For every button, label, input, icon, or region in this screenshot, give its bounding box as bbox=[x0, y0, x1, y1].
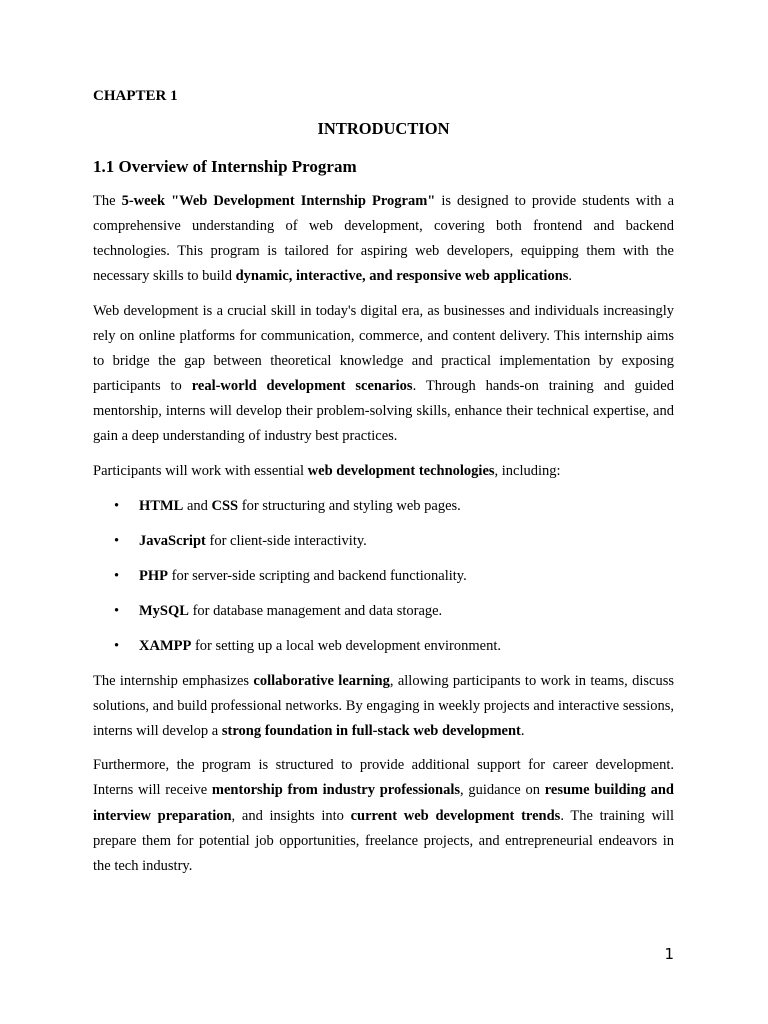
bold-text: JavaScript bbox=[139, 532, 206, 549]
text-run: , guidance on bbox=[460, 782, 545, 799]
bold-text: resume building and interview preparation bbox=[93, 782, 675, 824]
bold-text: real-world development scenarios bbox=[191, 378, 413, 395]
text-run: . Through hands-on training and guided mentorship, interns will develop their problem-solving skills, enhance their technical expertise, and gain a deep understanding of industry best practices. bbox=[93, 378, 674, 445]
bullet-icon: • bbox=[114, 602, 120, 619]
text-run: and bbox=[183, 497, 212, 514]
document-page bbox=[93, 86, 674, 888]
bold-text: CSS bbox=[211, 497, 239, 514]
section-heading: 1.1 Overview of Internship Program bbox=[93, 157, 357, 176]
paragraph-intro bbox=[93, 189, 674, 289]
text-run: The bbox=[93, 193, 122, 209]
bold-text: XAMPP bbox=[139, 637, 192, 654]
bullet-icon: • bbox=[114, 497, 120, 514]
text-run: for setting up a local web development environment. bbox=[191, 637, 501, 654]
page-title: INTRODUCTION bbox=[317, 119, 450, 138]
text-run: . bbox=[520, 722, 525, 739]
text-run: Web development is a crucial skill in today's digital era, as businesses and individuals increasingly rely on online platforms for communication, commerce, and content delivery. This internship aims to bridge the gap between theoretical knowledge and practical implementation by exposing participants to bbox=[93, 302, 674, 395]
list-item bbox=[93, 494, 674, 519]
paragraph-importance bbox=[93, 299, 674, 450]
bold-text: collaborative learning bbox=[253, 672, 390, 689]
list-item bbox=[93, 564, 674, 589]
text-run: for database management and data storage. bbox=[188, 602, 443, 619]
bold-text: MySQL bbox=[139, 602, 189, 619]
bold-text: strong foundation in full-stack web development bbox=[221, 722, 521, 739]
bold-text: 5-week "Web Development Internship Program" bbox=[121, 193, 436, 209]
text-run: Participants will work with essential bbox=[93, 462, 308, 479]
bold-text: PHP bbox=[139, 567, 168, 584]
list-item bbox=[93, 599, 674, 624]
text-run: , and insights into bbox=[231, 807, 351, 824]
text-run: for structuring and styling web pages. bbox=[238, 497, 461, 514]
text-run: . bbox=[568, 268, 573, 285]
text-run: Furthermore, the program is structured to provide additional support for career development. Interns will receive bbox=[93, 757, 674, 799]
chapter-label: CHAPTER 1 bbox=[93, 88, 178, 104]
text-run: The internship emphasizes bbox=[93, 672, 254, 689]
page-number: 1 bbox=[664, 945, 674, 963]
text-run: , including: bbox=[494, 462, 561, 479]
paragraph-collaboration bbox=[93, 669, 674, 744]
text-run: , allowing participants to work in teams, discuss solutions, and build professional networks. By engaging in weekly projects and interactive sessions, interns will develop a bbox=[93, 672, 675, 739]
bold-text: dynamic, interactive, and responsive web applications bbox=[235, 268, 569, 285]
text-run: . The training will prepare them for potential job opportunities, freelance projects, and entrepreneurial endeavors in the tech industry. bbox=[93, 807, 674, 874]
bold-text: current web development trends bbox=[350, 807, 561, 824]
bullet-icon: • bbox=[114, 637, 120, 654]
bold-text: web development technologies bbox=[307, 462, 495, 479]
paragraph-technologies bbox=[93, 459, 674, 484]
bullet-icon: • bbox=[114, 532, 120, 549]
paragraph-career bbox=[93, 753, 674, 878]
technology-list bbox=[93, 494, 674, 659]
text-run: is designed to provide students with a comprehensive understanding of web development, covering both frontend and backend technologies. This program is tailored for aspiring web developers, equipping them with the necessary skills to build bbox=[93, 193, 675, 285]
bold-text: mentorship from industry professionals bbox=[211, 782, 461, 799]
text-run: for client-side interactivity. bbox=[205, 532, 367, 549]
text-run: for server-side scripting and backend functionality. bbox=[168, 567, 467, 584]
list-item bbox=[93, 529, 674, 554]
list-item bbox=[93, 634, 674, 659]
bold-text: HTML bbox=[139, 497, 184, 514]
bullet-icon: • bbox=[114, 567, 120, 584]
